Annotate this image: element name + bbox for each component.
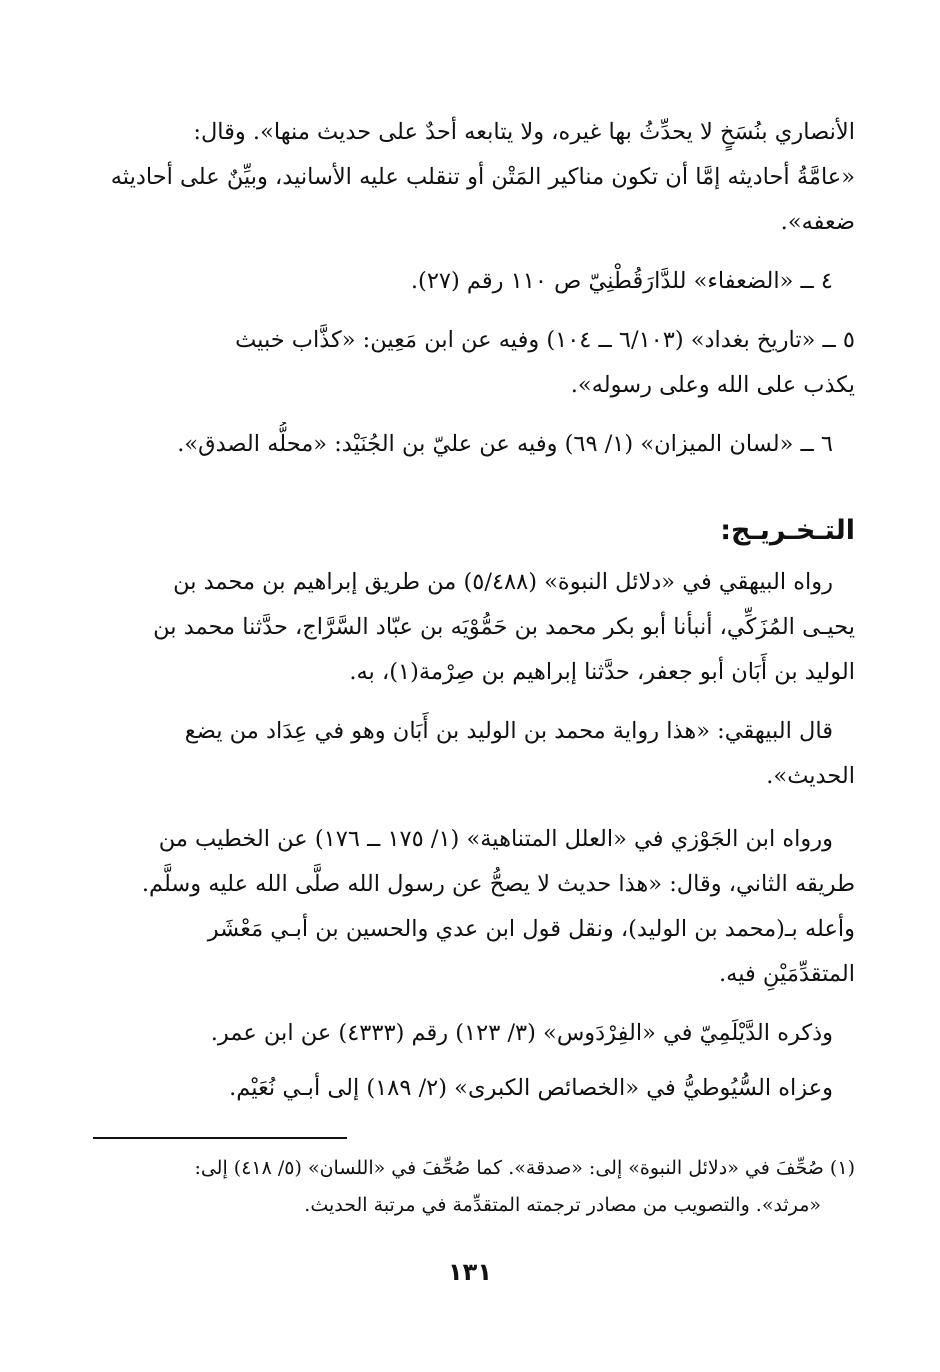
- section-heading: التـخـريـج:: [720, 515, 855, 546]
- text-line: ٦ ــ «لسان الميزان» (١/ ٦٩) وفيه عن عليّ بن الجُنَيْد: «محلُّه الصدق».: [177, 431, 833, 457]
- text-line: يحيـى المُزَكِّي، أنبأنا أبو بكر محمد بن حَمُّوْيَه بن عبّاد السَّرَّاج، حدَّثنا محمد بن: [153, 614, 855, 640]
- list-item-6: [103, 422, 855, 467]
- footnote-line: (١) صُحِّفَ في «دلائل النبوة» إلى: «صدقة». كما صُحِّفَ في «اللسان» (٥/ ٤١٨) إلى:: [194, 1157, 855, 1179]
- footnotes: [95, 1150, 855, 1224]
- text-line: وأعله بـ(محمد بن الوليد)، ونقل قول ابن عدي والحسين بن أبـي مَعْشَر: [207, 916, 855, 942]
- text-line: ورواه ابن الجَوْزي في «العلل المتناهية» (١/ ١٧٥ ــ ١٧٦) عن الخطيب من: [158, 826, 833, 852]
- text-line: ٥ ــ «تاريخ بغداد» (٦/١٠٣ ــ ١٠٤) وفيه عن ابن مَعِين: «كذَّاب خبيث: [235, 327, 855, 353]
- list-item-5: [103, 318, 855, 408]
- paragraph-ansari: [103, 110, 855, 245]
- paragraph-bayhaqi: [103, 560, 855, 695]
- text-line: وعزاه السُّيُوطيُّ في «الخصائص الكبرى» (٢/ ١٨٩) إلى أبـي نُعَيْم.: [229, 1075, 833, 1101]
- page-number: ١٣١: [448, 1258, 492, 1286]
- text-line: رواه البيهقي في «دلائل النبوة» (٥/٤٨٨) من طريق إبراهيم بن محمد بن: [173, 569, 833, 595]
- text-line: وذكره الدَّيْلَمِيّ في «الفِرْدَوس» (٣/ ١٢٣) رقم (٤٣٣٣) عن ابن عمر.: [210, 1020, 833, 1046]
- text-line: المتقدِّمَيْنِ فيه.: [719, 961, 855, 987]
- text-line: طريقه الثاني، وقال: «هذا حديث لا يصحُّ عن رسول الله صلَّى الله عليه وسلَّم.: [141, 871, 855, 897]
- text-line: ٤ ــ «الضعفاء» للدَّارَقُطْنِيّ ص ١١٠ رقم (٢٧).: [410, 268, 833, 294]
- text-line: «عامَّةُ أحاديثه إمَّا أن تكون مناكير المَتْن أو تنقلب عليه الأسانيد، وبيِّنٌ على أحاديثه: [110, 164, 855, 190]
- text-line: قال البيهقي: «هذا رواية محمد بن الوليد بن أَبَان وهو في عِدَاد من يضع: [184, 718, 833, 744]
- paragraph-bayhaqi-quote: [103, 709, 855, 799]
- paragraph-daylami: [103, 1011, 855, 1056]
- text-line: ضعفه».: [780, 209, 855, 235]
- text-line: الوليد بن أَبَان أبو جعفر، حدَّثنا إبراهيم بن صِرْمة(١)، به.: [349, 659, 855, 685]
- text-line: الحديث».: [766, 763, 855, 789]
- main-text: [103, 110, 855, 467]
- text-line: الأنصاري بنُسَخٍ لا يحدِّثُ بها غيره، ولا يتابعه أحدٌ على حديث منها». وقال:: [193, 119, 855, 145]
- takhrij-text: [103, 560, 855, 1111]
- paragraph-suyuti: [103, 1066, 855, 1111]
- footnote-line: «مرثد». والتصويب من مصادر ترجمته المتقدِّمة في مرتبة الحديث.: [304, 1194, 821, 1216]
- paragraph-ibn-jawzi: [103, 817, 855, 997]
- text-line: يكذب على الله وعلى رسوله».: [570, 372, 855, 398]
- footnote-divider: [93, 1137, 347, 1139]
- list-item-4: [103, 259, 855, 304]
